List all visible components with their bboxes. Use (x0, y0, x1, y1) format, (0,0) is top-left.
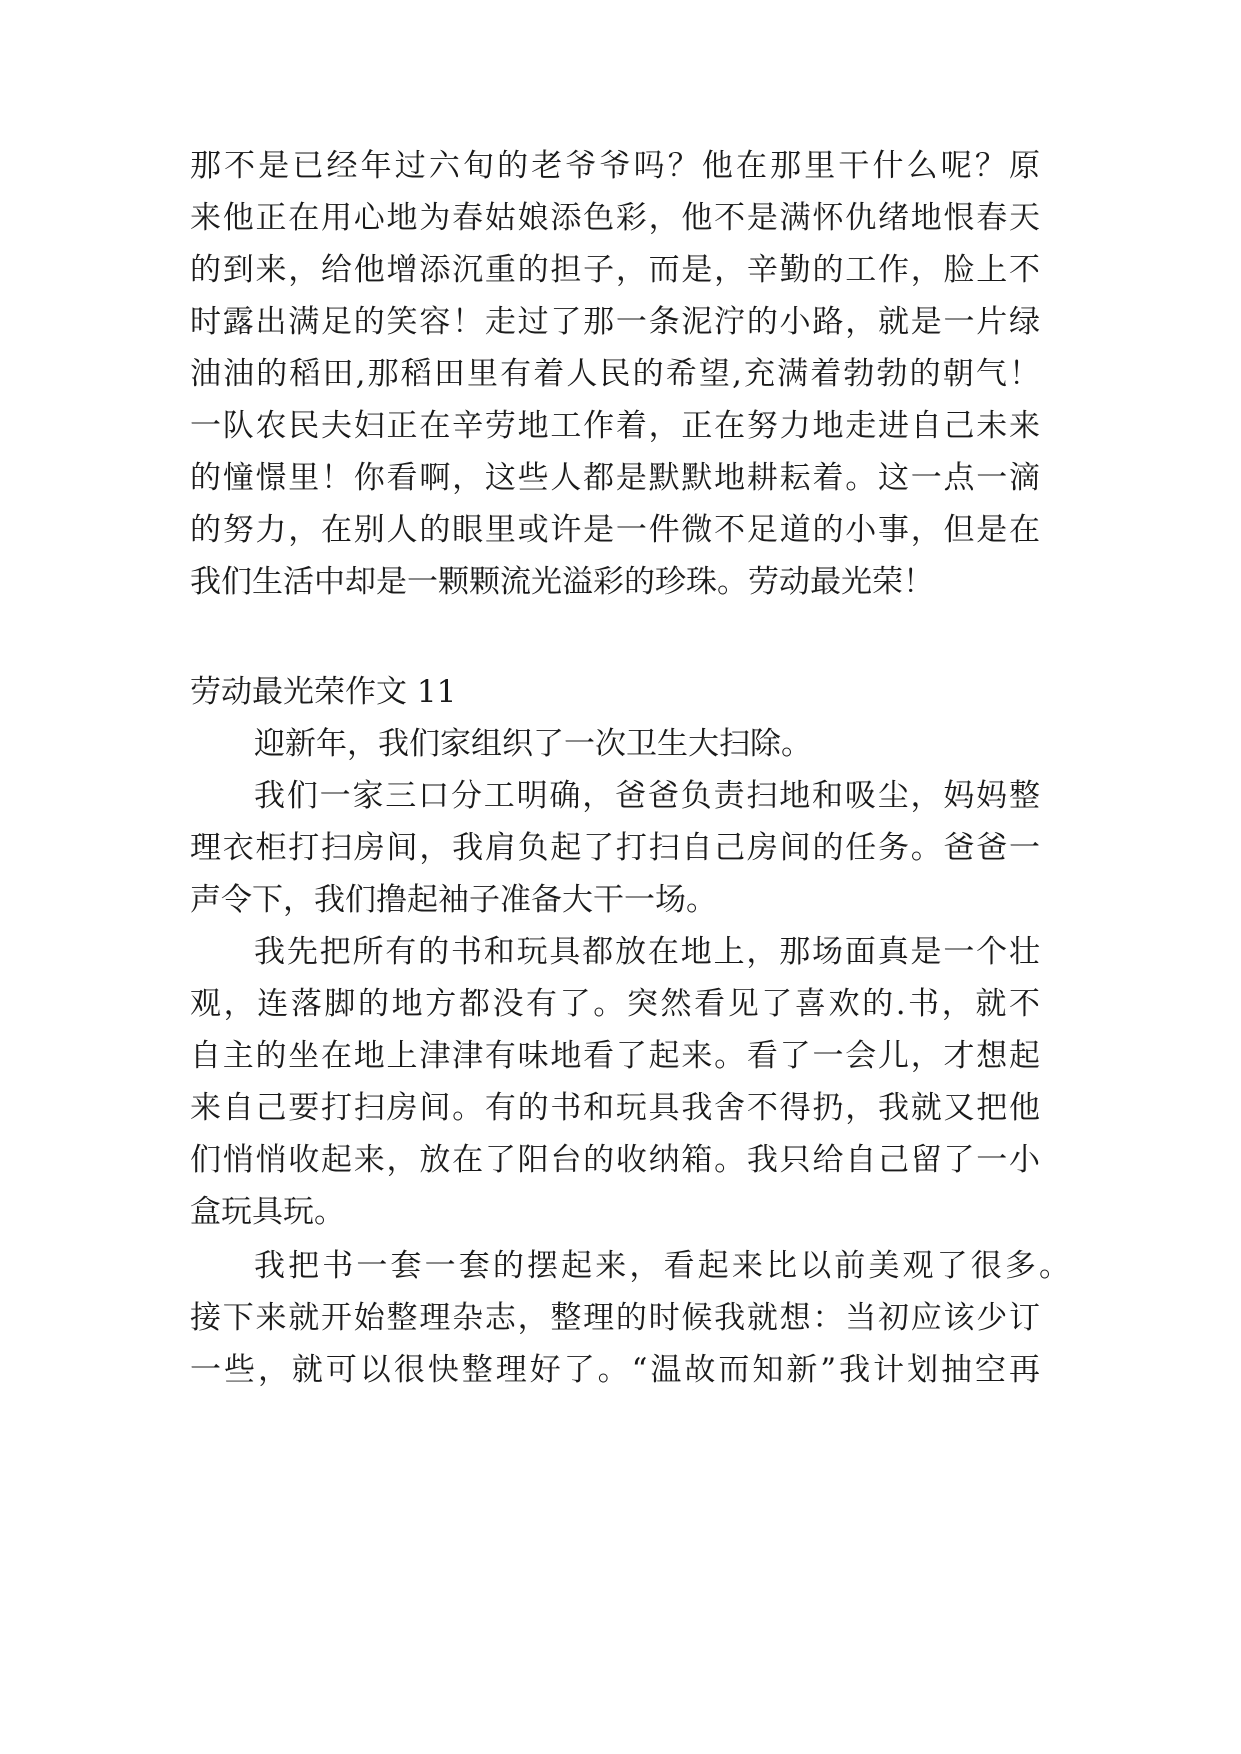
text-line: 我们生活中却是一颗颗流光溢彩的珍珠。劳动最光荣！ (190, 564, 934, 600)
text-line: 的憧憬里！你看啊，这些人都是默默地耕耘着。这一点一滴 (190, 460, 1040, 496)
text-line: 一队农民夫妇正在辛劳地工作着，正在努力地走进自己未来 (190, 408, 1040, 444)
text-line: 来他正在用心地为春姑娘添色彩，他不是满怀仇绪地恨春天 (190, 200, 1040, 236)
text-line: 们悄悄收起来，放在了阳台的收纳箱。我只给自己留了一小 (190, 1142, 1040, 1178)
text-line: 声令下，我们撸起袖子准备大干一场。 (190, 882, 717, 918)
text-line: 我先把所有的书和玩具都放在地上，那场面真是一个壮 (254, 934, 1040, 970)
text-line: 一些，就可以很快整理好了。“温故而知新”我计划抽空再 (190, 1352, 1040, 1388)
text-line: 迎新年，我们家组织了一次卫生大扫除。 (254, 726, 812, 762)
text-line: 那不是已经年过六旬的老爷爷吗？他在那里干什么呢？原 (190, 148, 1040, 184)
text-line: 时露出满足的笑容！走过了那一条泥泞的小路，就是一片绿 (190, 304, 1040, 340)
text-line: 我把书一套一套的摆起来，看起来比以前美观了很多。 (254, 1248, 1070, 1284)
text-line: 油油的稻田,那稻田里有着人民的希望,充满着勃勃的朝气！ (190, 356, 1040, 392)
text-line: 接下来就开始整理杂志，整理的时候我就想：当初应该少订 (190, 1300, 1040, 1336)
text-line: 的到来，给他增添沉重的担子，而是，辛勤的工作，脸上不 (190, 252, 1040, 288)
text-line: 理衣柜打扫房间，我肩负起了打扫自己房间的任务。爸爸一 (190, 830, 1040, 866)
text-line: 自主的坐在地上津津有味地看了起来。看了一会儿，才想起 (190, 1038, 1040, 1074)
section-title: 劳动最光荣作文 11 (190, 674, 457, 710)
text-line: 观，连落脚的地方都没有了。突然看见了喜欢的.书，就不 (190, 986, 1040, 1022)
text-line: 来自己要打扫房间。有的书和玩具我舍不得扔，我就又把他 (190, 1090, 1040, 1126)
text-line: 我们一家三口分工明确，爸爸负责扫地和吸尘，妈妈整 (254, 778, 1040, 814)
text-line: 盒玩具玩。 (190, 1194, 345, 1230)
text-line: 的努力，在别人的眼里或许是一件微不足道的小事，但是在 (190, 512, 1040, 548)
